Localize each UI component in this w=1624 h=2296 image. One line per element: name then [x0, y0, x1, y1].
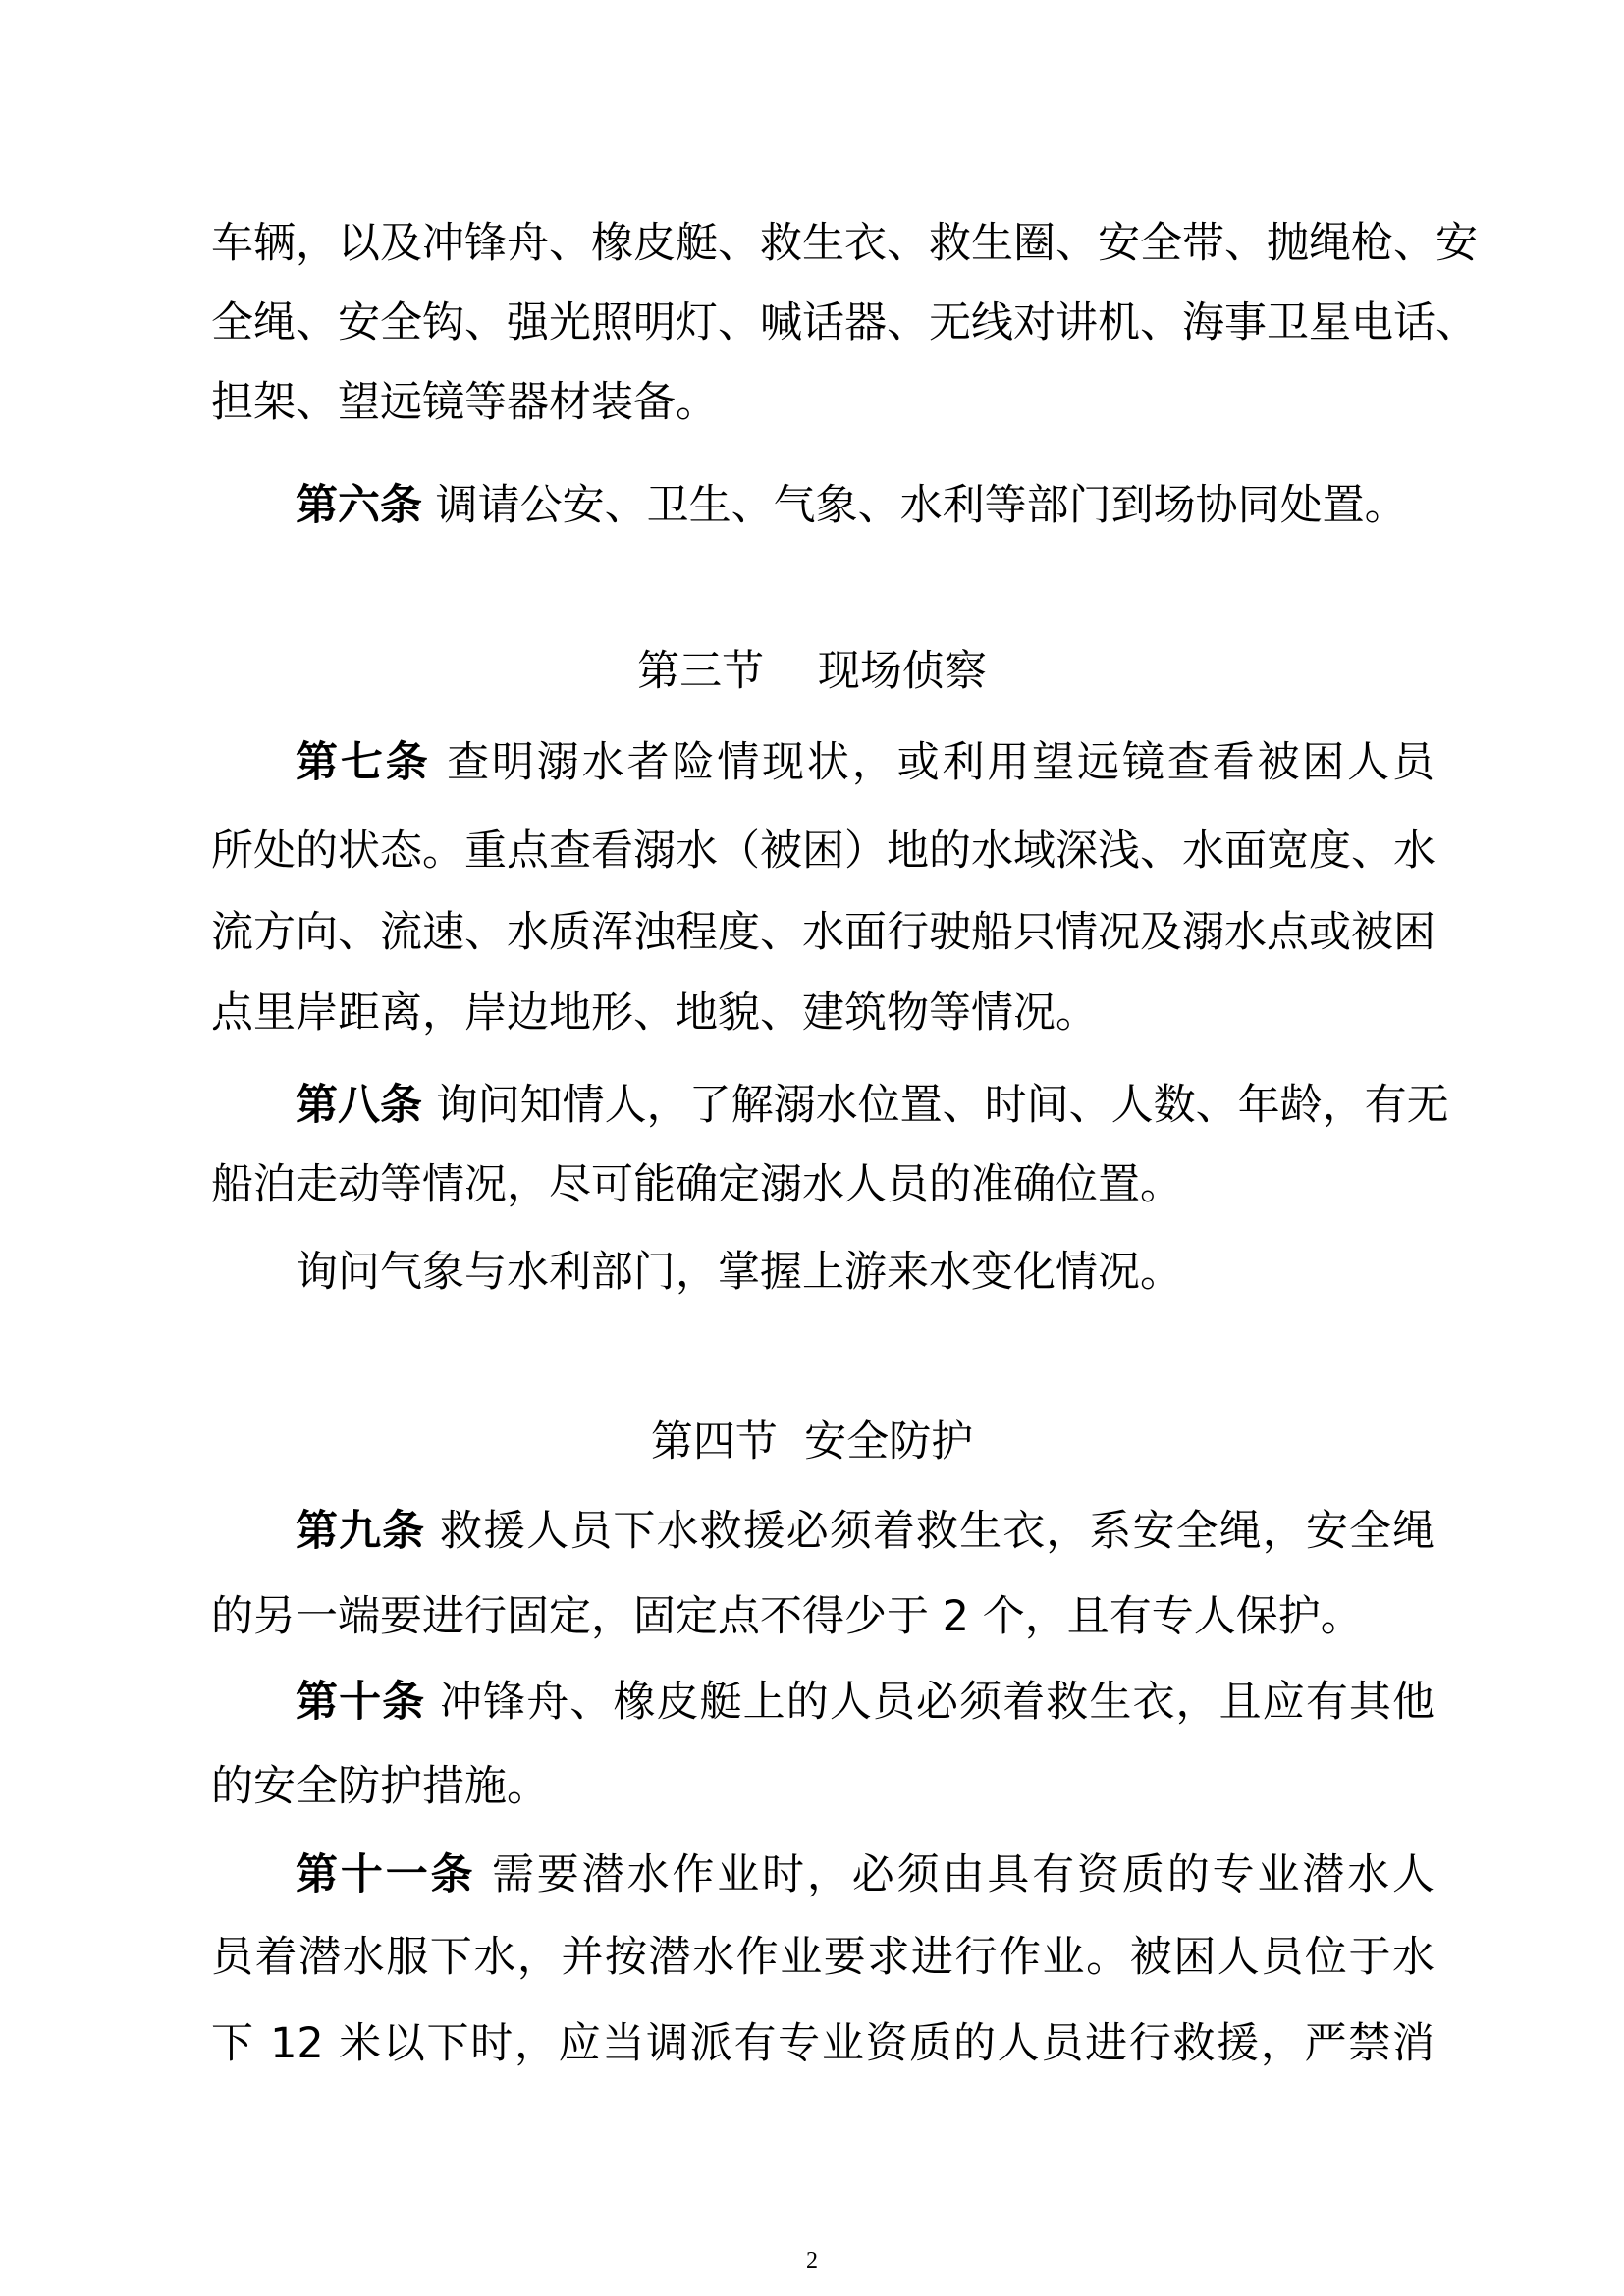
- body-line: 员着潜水服下水，并按潜水作业要求进行作业。被困人员位于水: [211, 1933, 1435, 1982]
- article-text: 需要潜水作业时，必须由具有资质的专业潜水人: [475, 1850, 1435, 1899]
- article-11: [296, 1850, 1435, 1899]
- article-text: 冲锋舟、橡皮艇上的人员必须着救生衣，且应有其他: [425, 1678, 1435, 1727]
- article-9: [296, 1507, 1435, 1556]
- article-6: [296, 481, 1435, 530]
- section-heading: 第四节 安全防护: [650, 1417, 974, 1467]
- article-text: 救援人员下水救援必须着救生衣，系安全绳，安全绳: [425, 1507, 1435, 1556]
- body-line: 询问气象与水利部门，掌握上游来水变化情况。: [296, 1248, 1182, 1297]
- body-line: 车辆，以及冲锋舟、橡皮艇、救生衣、救生圈、安全带、抛绳枪、安: [211, 219, 1478, 268]
- article-label: 第九条: [296, 1507, 426, 1556]
- article-label: 第八条: [296, 1081, 422, 1130]
- page-number: 2: [806, 2248, 818, 2273]
- article-text: 询问知情人，了解溺水位置、时间、人数、年龄，有无: [422, 1081, 1449, 1130]
- article-8: [296, 1081, 1449, 1130]
- article-text: 调请公安、卫生、气象、水利等部门到场协同处置。: [422, 481, 1407, 530]
- body-line: 所处的状态。重点查看溺水（被困）地的水域深浅、水面宽度、水: [211, 827, 1435, 876]
- body-line: 担架、望远镜等器材装备。: [211, 378, 718, 427]
- article-label: 第七条: [296, 738, 431, 787]
- article-10: [296, 1678, 1435, 1727]
- body-line: 的另一端要进行固定，固定点不得少于 2 个，且有专人保护。: [211, 1592, 1363, 1641]
- section-heading: 第三节 现场侦察: [637, 647, 987, 696]
- body-line: 点里岸距离，岸边地形、地貌、建筑物等情况。: [211, 988, 1098, 1038]
- body-line: 全绳、安全钩、强光照明灯、喊话器、无线对讲机、海事卫星电话、: [211, 298, 1478, 347]
- body-line: 下 12 米以下时，应当调派有专业资质的人员进行救援，严禁消: [211, 2019, 1435, 2068]
- body-line: 船泊走动等情况，尽可能确定溺水人员的准确位置。: [211, 1160, 1182, 1209]
- article-label: 第十条: [296, 1678, 426, 1727]
- article-label: 第六条: [296, 481, 422, 530]
- body-line: 的安全防护措施。: [211, 1762, 549, 1811]
- article-text: 查明溺水者险情现状，或利用望远镜查看被困人员: [430, 738, 1435, 787]
- article-7: [296, 738, 1435, 787]
- article-label: 第十一条: [296, 1850, 476, 1899]
- body-line: 流方向、流速、水质浑浊程度、水面行驶船只情况及溺水点或被困: [211, 908, 1435, 957]
